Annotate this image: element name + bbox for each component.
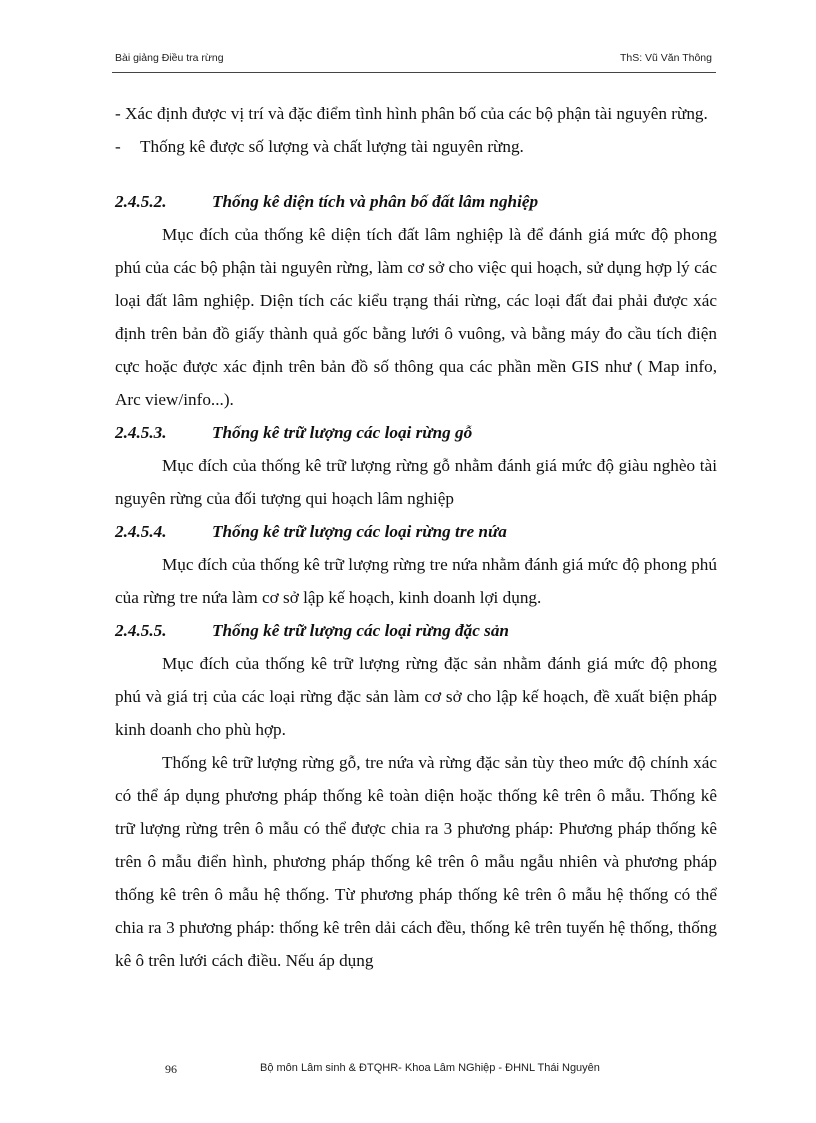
section-title: Thống kê trữ lượng các loại rừng gỗ — [212, 423, 473, 442]
section-heading — [115, 416, 717, 449]
page-number: 96 — [165, 1062, 177, 1076]
section-number: 2.4.5.4. — [115, 522, 167, 541]
header-rule — [112, 72, 716, 73]
header-left-title: Bài giảng Điều tra rừng — [115, 52, 224, 64]
section-heading — [115, 614, 717, 647]
section-paragraph: Mục đích của thống kê trữ lượng rừng tre nứa nhằm đánh giá mức độ phong phú của rừng tre nứa làm cơ sở lập kế hoạch, kinh doanh lợi dụng. — [115, 555, 717, 607]
header-author: ThS: Vũ Văn Thông — [619, 52, 712, 64]
page-content — [115, 97, 717, 977]
footer-text: Bộ môn Lâm sinh & ĐTQHR- Khoa Lâm NGhiệp - ĐHNL Thái Nguyên — [260, 1062, 600, 1074]
section-paragraph: Mục đích của thống kê trữ lượng rừng gỗ nhằm đánh giá mức độ giàu nghèo tài nguyên rừng của đối tượng qui hoạch lâm nghiệp — [115, 456, 717, 508]
section-heading — [115, 185, 717, 218]
section-paragraph: Mục đích của thống kê diện tích đất lâm nghiệp là để đánh giá mức độ phong phú của các bộ phận tài nguyên rừng, làm cơ sở cho việc qui hoạch, sử dụng hợp lý các loại đất lâm nghiệp. Diện tích các kiểu trạng thái rừng, các loại đất đai phải được xác định trên bản đồ giấy thành quả gốc bằng lưới ô vuông, và bằng máy đo cầu tích điện cực hoặc được xác định trên bản đồ số thông qua các phần mền GIS như ( Map info, Arc view/info...). — [115, 225, 717, 409]
bullet-item: - Xác định được vị trí và đặc điểm tình hình phân bố của các bộ phận tài nguyên rừng. — [115, 104, 708, 123]
bullet-item — [115, 130, 717, 163]
section-number: 2.4.5.2. — [115, 192, 167, 211]
section-number: 2.4.5.5. — [115, 621, 167, 640]
body-paragraph: Thống kê trữ lượng rừng gỗ, tre nứa và rừng đặc sản tùy theo mức độ chính xác có thể áp dụng phương pháp thống kê toàn diện hoặc thống kê trên ô mẫu. Thống kê trữ lượng rừng trên ô mẫu có thể được chia ra 3 phương pháp: Phương pháp thống kê trên ô mẫu điển hình, phương pháp thống kê trên ô mẫu ngẫu nhiên và phương pháp thống kê trên ô mẫu hệ thống. Từ phương pháp thống kê trên ô mẫu hệ thống có thể chia ra 3 phương pháp: thống kê trên dải cách đều, thống kê trên tuyến hệ thống, thống kê ô trên lưới cách điều. Nếu áp dụng — [115, 753, 717, 970]
section-title: Thống kê trữ lượng các loại rừng tre nứa — [212, 522, 507, 541]
section-title: Thống kê trữ lượng các loại rừng đặc sản — [212, 621, 509, 640]
section-number: 2.4.5.3. — [115, 423, 167, 442]
section-heading — [115, 515, 717, 548]
section-paragraph: Mục đích của thống kê trữ lượng rừng đặc sản nhằm đánh giá mức độ phong phú và giá trị của các loại rừng đặc sản làm cơ sở cho lập kế hoạch, đề xuất biện pháp kinh doanh cho phù hợp. — [115, 654, 717, 739]
bullet-dash: - — [115, 137, 121, 156]
section-title: Thống kê diện tích và phân bố đất lâm nghiệp — [212, 192, 539, 211]
bullet-text: Thống kê được số lượng và chất lượng tài nguyên rừng. — [140, 137, 524, 156]
